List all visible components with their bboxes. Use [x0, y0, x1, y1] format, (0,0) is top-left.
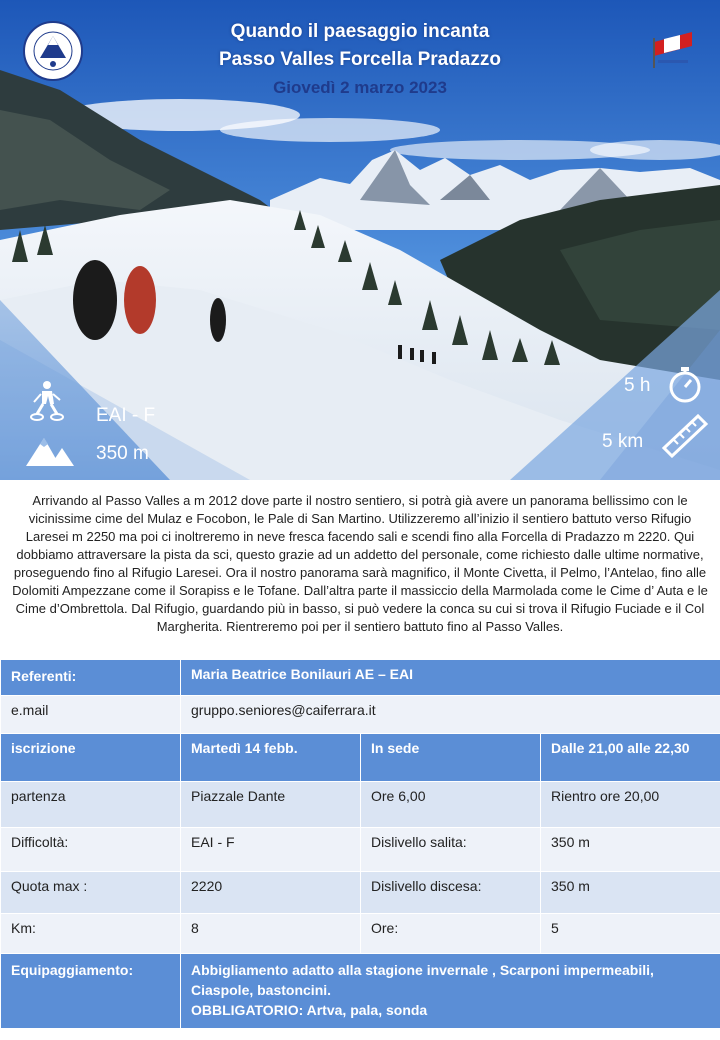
difficolta-value: EAI - F [181, 828, 361, 872]
equip-line-1: Abbigliamento adatto alla stagione invernale , Scarponi impermeabili, [191, 962, 654, 978]
table-row [1, 914, 720, 954]
table-row [1, 696, 720, 734]
iscrizione-date: Martedì 14 febb. [181, 734, 361, 782]
stopwatch-icon [668, 365, 702, 403]
duration-stat: 5 h [624, 375, 651, 396]
discesa-value: 350 m [541, 872, 720, 914]
hero-image [0, 0, 720, 480]
event-date: Giovedì 2 marzo 2023 [273, 78, 447, 97]
ore-value: 5 [541, 914, 720, 954]
table-row [1, 954, 720, 1029]
referenti-label: Referenti: [1, 660, 181, 696]
title-line-2: Passo Valles Forcella Pradazzo [219, 49, 501, 70]
partenza-place: Piazzale Dante [181, 782, 361, 828]
salita-label: Dislivello salita: [361, 828, 541, 872]
snowshoe-hiker-icon [30, 380, 64, 422]
equip-label: Equipaggiamento: [1, 954, 181, 1029]
ruler-icon [660, 412, 710, 458]
ore-label: Ore: [361, 914, 541, 954]
route-description: Arrivando al Passo Valles a m 2012 dove parte il nostro sentiero, si potrà già avere un panorama bellissimo con le vicinissime cime del Mulaz e Focobon, le Pale di San Martino. Utilizzeremo all’inizio il sentiero battuto verso Rifugio Laresei m 2250 ma poi ci inoltreremo in neve fresca facendo sali e scendi fino alla Forcella di Pradazzo m 2220. Qui dobbiamo attraversare la pista da sci, questo grazie ad un addetto del personale, come richiesto dalle ultime normative, proseguendo fino al Rifugio Laresei. Ora il nostro panorama sarà magnifico, il Monte Civetta, il Pelmo, l’Antelao, fino alle Dolomiti Ampezzane come il Sorapiss e le Tofane. Dall’altra parte il massiccio della Marmolada come le Cime d’ Auta e le Cime d’Ombrettola. Dal Rifugio, guardando più in basso, si può vedere la conca su cui si trova il Rifugio Fuciade e il Col Margherita. Rientreremo poi per il sentiero battuto fino al Passo Valles. [12, 493, 708, 634]
table-row [1, 734, 720, 782]
title-block [0, 18, 720, 102]
iscrizione-label: iscrizione [1, 734, 181, 782]
equip-line-2: Ciaspole, bastoncini. [191, 982, 332, 998]
discesa-label: Dislivello discesa: [361, 872, 541, 914]
quota-label: Quota max : [1, 872, 181, 914]
email-label: e.mail [1, 696, 181, 734]
partenza-label: partenza [1, 782, 181, 828]
title-line-1: Quando il paesaggio incanta [230, 21, 490, 42]
elevation-stat: 350 m [96, 443, 149, 464]
event-info-table [0, 659, 720, 1029]
mountain-icon [26, 434, 74, 466]
km-label: Km: [1, 914, 181, 954]
email-value[interactable]: gruppo.seniores@caiferrara.it [181, 696, 720, 734]
km-value: 8 [181, 914, 361, 954]
iscrizione-time: Dalle 21,00 alle 22,30 [541, 734, 720, 782]
table-row [1, 828, 720, 872]
difficolta-label: Difficoltà: [1, 828, 181, 872]
partenza-time: Ore 6,00 [361, 782, 541, 828]
iscrizione-place: In sede [361, 734, 541, 782]
table-row [1, 872, 720, 914]
table-row [1, 660, 720, 696]
difficulty-stat: EAI - F [96, 405, 156, 426]
table-row [1, 782, 720, 828]
equip-value [181, 954, 720, 1029]
referenti-value: Maria Beatrice Bonilauri AE – EAI [181, 660, 720, 696]
equip-line-3: OBBLIGATORIO: Artva, pala, sonda [191, 1002, 428, 1018]
distance-stat: 5 km [602, 431, 644, 452]
rientro-time: Rientro ore 20,00 [541, 782, 720, 828]
salita-value: 350 m [541, 828, 720, 872]
quota-value: 2220 [181, 872, 361, 914]
